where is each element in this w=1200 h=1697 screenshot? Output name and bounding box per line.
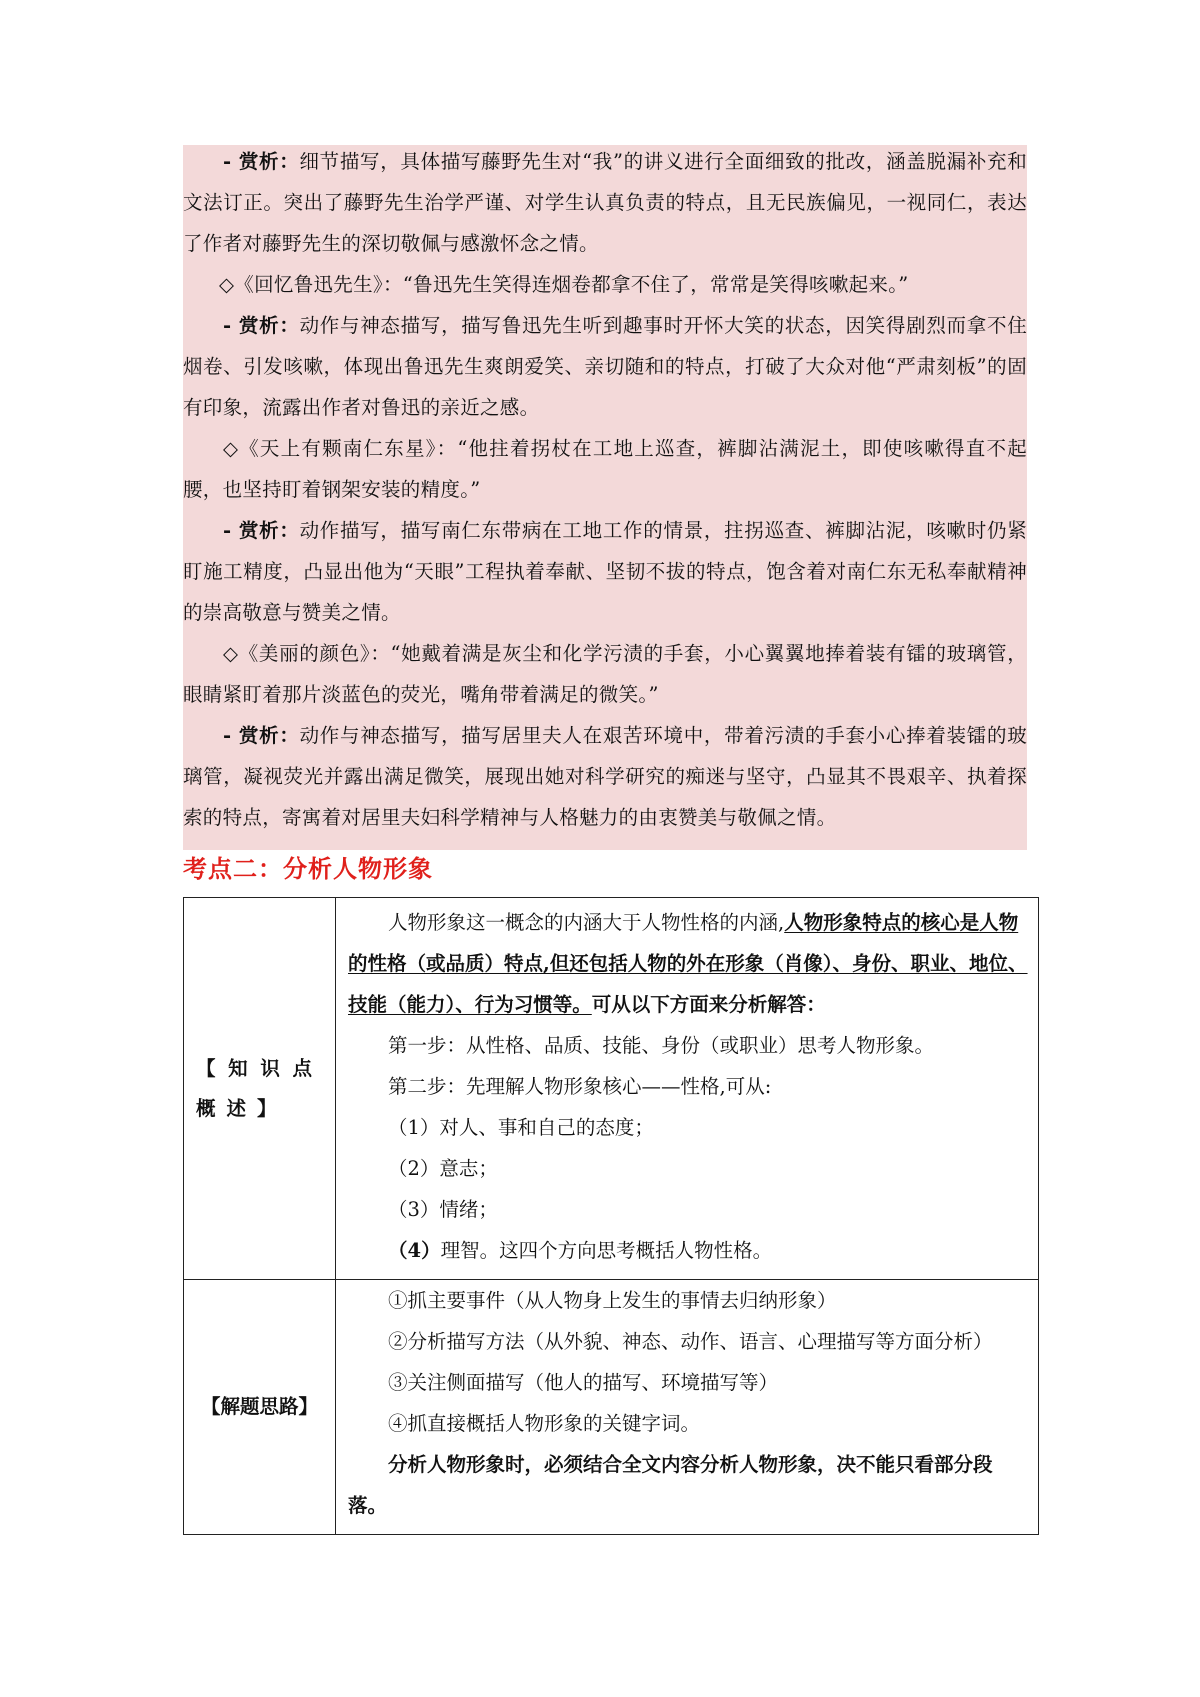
appreciation-text: 细节描写，具体描写藤野先生对“我”的讲义进行全面细致的批改，涵盖脱漏补充和文法订正。突出了藤野先生治学严谨、对学生认真负责的特点，且无民族偏见，一视同仁，表达了作者对藤野先生的深切敬佩与感激怀念之情。 bbox=[183, 150, 1027, 255]
appreciation-paragraph-curie bbox=[183, 715, 1027, 838]
intro-key-text: 人物形象特点的核心是人物的性格（或品质）特点,但还包括人物的外在形象（肖像）、身份、职业、地位、技能（能力）、行为习惯等。 bbox=[348, 911, 1028, 1016]
appreciation-label: - 赏析： bbox=[223, 150, 300, 173]
list-item-number: （4） bbox=[388, 1239, 441, 1262]
overview-intro bbox=[348, 902, 1028, 1025]
solving-approach-label: 【解题思路】 bbox=[200, 1395, 318, 1418]
appreciation-text: 动作与神态描写，描写居里夫人在艰苦环境中，带着污渍的手套小心捧着装镭的玻璃管，凝视荧光并露出满足微笑，展现出她对科学研究的痴迷与坚守，凸显其不畏艰辛、执着探索的特点，寄寓着对居里夫妇科学精神与人格魅力的由衷赞美与敬佩之情。 bbox=[183, 724, 1027, 829]
list-item: （2）意志； bbox=[388, 1157, 498, 1180]
row-content-cell bbox=[336, 1280, 1039, 1535]
intro-bold-text: 可从以下方面来分析解答： bbox=[591, 993, 826, 1016]
appreciation-paragraph-luxun bbox=[183, 305, 1027, 428]
appreciation-text: 动作描写，描写南仁东带病在工地工作的情景，拄拐巡查、裤脚沾泥，咳嗽时仍紧盯施工精度，凸显出他为“天眼”工程执着奉献、坚韧不拔的特点，饱含着对南仁东无私奉献精神的崇高敬意与赞美之情。 bbox=[183, 519, 1027, 624]
appreciation-label: - 赏析： bbox=[223, 519, 300, 542]
step-two: 第二步：先理解人物形象核心——性格,可从: bbox=[388, 1075, 772, 1098]
list-item: （3）情绪； bbox=[388, 1198, 498, 1221]
quote-paragraph-curie: ◇《美丽的颜色》：“她戴着满是灰尘和化学污渍的手套，小心翼翼地捧着装有镭的玻璃管，眼睛紧盯着那片淡蓝色的荧光，嘴角带着满足的微笑。” bbox=[183, 642, 1027, 706]
row-label-cell bbox=[184, 1280, 336, 1535]
list-item: ①抓主要事件（从人物身上发生的事情去归纳形象） bbox=[388, 1289, 837, 1312]
appreciation-paragraph-tengye bbox=[183, 141, 1027, 264]
appreciation-label: - 赏析： bbox=[223, 724, 300, 747]
row-label-cell bbox=[184, 898, 336, 1280]
knowledge-table bbox=[183, 897, 1039, 1535]
appreciation-label: - 赏析： bbox=[223, 314, 300, 337]
list-item: （1）对人、事和自己的态度； bbox=[388, 1116, 654, 1139]
list-item-text: 理智。这四个方向思考概括人物性格。 bbox=[440, 1239, 773, 1262]
intro-plain-text: 人物形象这一概念的内涵大于人物性格的内涵, bbox=[388, 911, 785, 934]
quote-paragraph-nanrendong: ◇《天上有颗南仁东星》：“他拄着拐杖在工地上巡查，裤脚沾满泥土，即使咳嗽得直不起腰，也坚持盯着钢架安装的精度。” bbox=[183, 437, 1027, 501]
list-item: ④抓直接概括人物形象的关键字词。 bbox=[388, 1412, 701, 1435]
knowledge-overview-label: 【知识点概述】 bbox=[196, 1056, 323, 1120]
quote-paragraph-luxun: ◇《回忆鲁迅先生》：“鲁迅先生笑得连烟卷都拿不住了，常常是笑得咳嗽起来。” bbox=[219, 273, 909, 296]
section-heading: 考点二：分析人物形象 bbox=[183, 854, 433, 883]
list-item: ③关注侧面描写（他人的描写、环境描写等） bbox=[388, 1371, 779, 1394]
step-one: 第一步：从性格、品质、技能、身份（或职业）思考人物形象。 bbox=[388, 1034, 935, 1057]
list-item bbox=[348, 1230, 1028, 1271]
table-row bbox=[184, 1280, 1039, 1535]
list-item: ②分析描写方法（从外貌、神态、动作、语言、心理描写等方面分析） bbox=[388, 1330, 993, 1353]
table-row bbox=[184, 898, 1039, 1280]
row-content-cell bbox=[336, 898, 1039, 1280]
appreciation-paragraph-nanrendong bbox=[183, 510, 1027, 633]
appreciation-text: 动作与神态描写，描写鲁迅先生听到趣事时开怀大笑的状态，因笑得剧烈而拿不住烟卷、引发咳嗽，体现出鲁迅先生爽朗爱笑、亲切随和的特点，打破了大众对他“严肃刻板”的固有印象，流露出作者对鲁迅的亲近之感。 bbox=[183, 314, 1027, 419]
conclusion-text: 分析人物形象时，必须结合全文内容分析人物形象，决不能只看部分段落。 bbox=[348, 1453, 993, 1517]
